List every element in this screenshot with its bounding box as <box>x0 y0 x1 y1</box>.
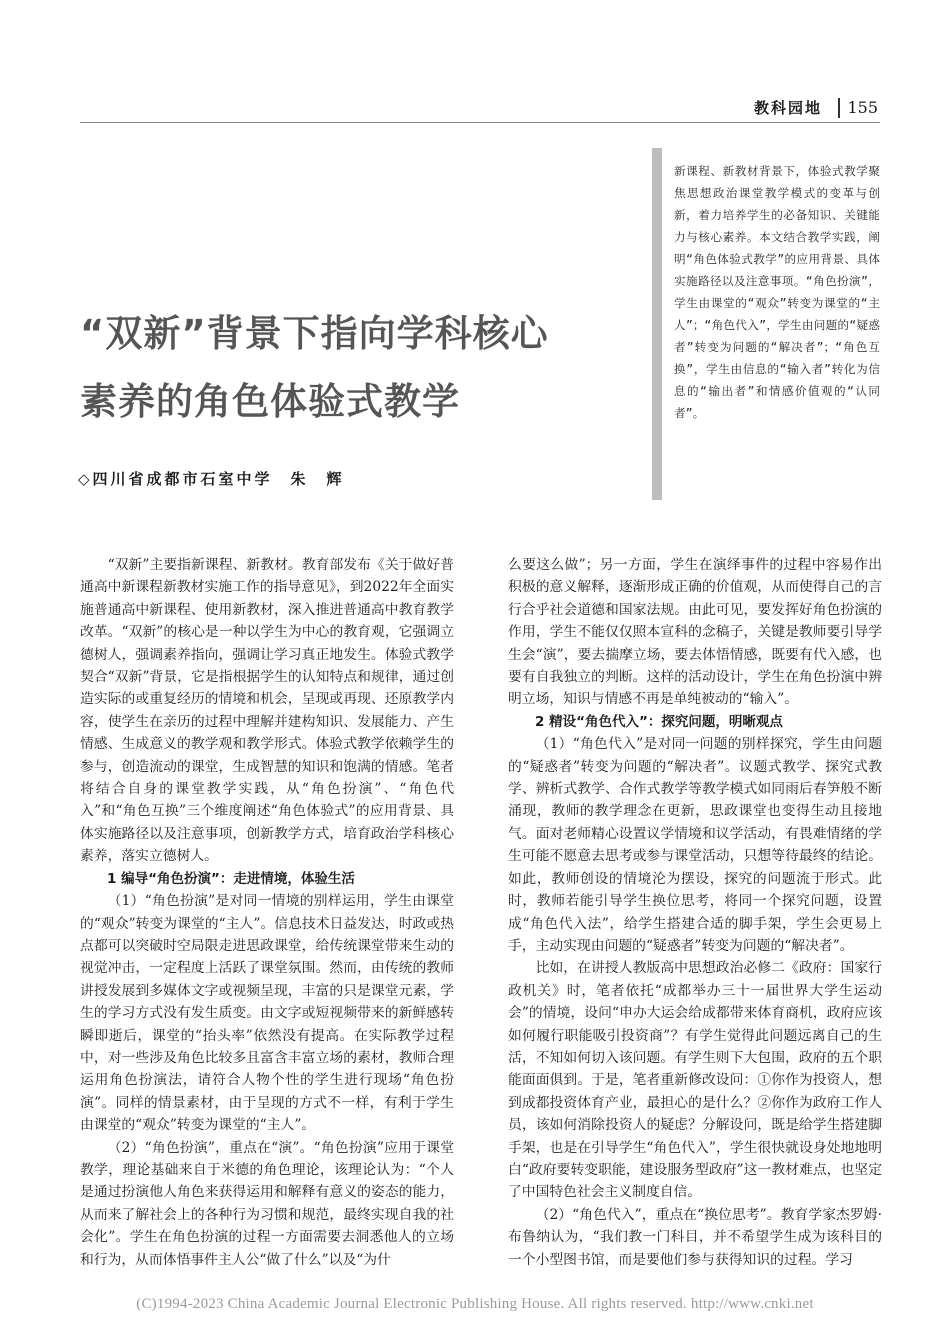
column-name: 教科园地 <box>753 99 822 117</box>
section-heading: 2 精设“角色代入”：探究问题，明晰观点 <box>535 713 783 730</box>
page-number: 155 <box>847 98 878 117</box>
header-divider <box>838 98 840 118</box>
title-line-1: “双新”背景下指向学科核心 <box>80 312 549 355</box>
title-line-2: 素养的角色体验式教学 <box>80 380 460 423</box>
abstract: 新课程、新教材背景下，体验式教学聚焦思想政治课堂教学模式的变革与创新，着力培养学生的必备知识、关键能力与核心素养。本文结合教学实践，阐明“角色体验式教学”的应用背景、具体实施路径以及注意事项。“角色扮演”，学生由课堂的“观众”转变为课堂的“主人”；“角色代入”，学生由问题的“疑惑者”转变为问题的“解决者”；“角色互换”，学生由信息的“输入者”转化为信息的“输出者”和情感价值观的“认同者”。 <box>674 164 880 420</box>
abstract-bar <box>652 148 662 500</box>
paragraph: 比如，在讲授人教版高中思想政治必修二《政府：国家行政机关》时，笔者依托“成都举办三十一届世界大学生运动会”的情境，设问“申办大运会给成都带来体育商机，政府应该如何履行职能吸引投资商”？有学生觉得此问题远离自己的生活，不知如何切入该问题。有学生则下大包围，政府的五个职能面面俱到。于是，笔者重新修改设问：①你作为投资人，想到成都投资体育产业，最担心的是什么？②你作为政府工作人员，该如何消除投资人的疑虑？分解设问，既是给学生搭建脚手架，也是在引导学生“角色代入”，学生很快就设身处地地明白“政府要转变职能，建设服务型政府”这一教材难点，也坚定了中国特色社会主义制度自信。 <box>508 960 882 1201</box>
author-affiliation: ◇四川省成都市石室中学 朱 辉 <box>78 470 345 488</box>
paragraph: （1）“角色扮演”是对同一情境的别样运用，学生由课堂的“观众”转变为课堂的“主人”。信息技术日益发达，时政或热点都可以突破时空局限走进思政课堂，给传统课堂带来生动的视觉冲击，一定程度上活跃了课堂氛围。然而，由传统的教师讲授发展到多媒体文字或视频呈现，丰富的只是课堂元素，学生的学习方式没有发生质变。由文字或短视频带来的新鲜感转瞬即逝后，课堂的“抬头率”依然没有提高。在实际教学过程中，对一些涉及角色比较多且富含丰富立场的素材，教师合理运用角色扮演法，请符合人物个性的学生进行现场“角色扮演”。同样的情景素材，由于呈现的方式不一样，有利于学生由课堂的“观众”转变为课堂的“主人”。 <box>80 893 454 1134</box>
paragraph: 么要这么做”；另一方面，学生在演绎事件的过程中容易作出积极的意义解释，逐渐形成正确的价值观，从而使得自己的言行合乎社会道德和国家法规。由此可见，要发挥好角色扮演的作用，学生不能仅仅照本宣科的念稿子，关键是教师要引导学生会“演”，要去揣摩立场，要去体悟情感，既要有代入感，也要有自我独立的判断。这样的活动设计，学生在角色扮演中辨明立场，知识与情感不再是单纯被动的“输入”。 <box>508 557 882 708</box>
right-column <box>508 554 882 1271</box>
paragraph: （2）“角色扮演”，重点在“演”。“角色扮演”应用于课堂教学，理论基础来自于米德的角色理论，该理论认为：“个人是通过扮演他人角色来获得运用和解释有意义的姿态的能力，从而来了解社会上的各种行为习惯和规范，最终实现自我的社会化”。学生在角色扮演的过程一方面需要去洞悉他人的立场和行为，从而体悟事件主人公“做了什么”以及“为什 <box>80 1139 454 1268</box>
section-heading: 1 编导“角色扮演”：走进情境，体验生活 <box>107 870 355 887</box>
paragraph: （2）“角色代入”，重点在“换位思考”。教育学家杰罗姆·布鲁纳认为，“我们教一门科目，并不希望学生成为该科目的一个小型图书馆，而是要他们参与获得知识的过程。学习 <box>508 1206 882 1268</box>
article-title <box>80 300 620 436</box>
running-header <box>0 96 880 120</box>
paragraph: （1）“角色代入”是对同一问题的别样探究，学生由问题的“疑惑者”转变为问题的“解决者”。议题式教学、探究式教学、辨析式教学、合作式教学等教学模式如同雨后春笋般不断涌现，教师的教学理念在更新，思政课堂也变得生动且接地气。面对老师精心设置议学情境和议学活动，有畏难情绪的学生可能不愿意去思考或参与课堂活动，只想等待最终的结论。如此，教师创设的情境沦为摆设，探究的问题流于形式。此时，教师若能引导学生换位思考，将同一个探究问题，设置成“角色代入法”，给学生搭建合适的脚手架，学生会更易上手，主动实现由问题的“疑惑者”转变为问题的“解决者”。 <box>508 736 882 954</box>
left-column <box>80 554 454 1271</box>
header-rule <box>80 122 880 123</box>
paragraph: “双新”主要指新课程、新教材。教育部发布《关于做好普通高中新课程新教材实施工作的指导意见》，到2022年全面实施普通高中新课程、使用新教材，深入推进普通高中教育教学改革。“双新”的核心是一种以学生为中心的教育观，它强调立德树人，强调素养指向，强调让学习真正地发生。体验式教学契合“双新”背景，它是指根据学生的认知特点和规律，通过创造实际的或重复经历的情境和机会，呈现或再现、还原教学内容，使学生在亲历的过程中理解并建构知识、发展能力、产生情感、生成意义的教学观和教学形式。体验式教学依赖学生的参与，创造流动的课堂，生成智慧的知识和饱满的情感。笔者将结合自身的课堂教学实践，从“角色扮演”、“角色代入”和“角色互换”三个维度阐述“角色体验式”的应用背景、具体实施路径以及注意事项，创新教学方式，培育政治学科核心素养，落实立德树人。 <box>80 557 454 865</box>
copyright-footer: (C)1994-2023 China Academic Journal Electronic Publishing House. All rights reserved. http://www.cnki.net <box>136 1296 814 1312</box>
